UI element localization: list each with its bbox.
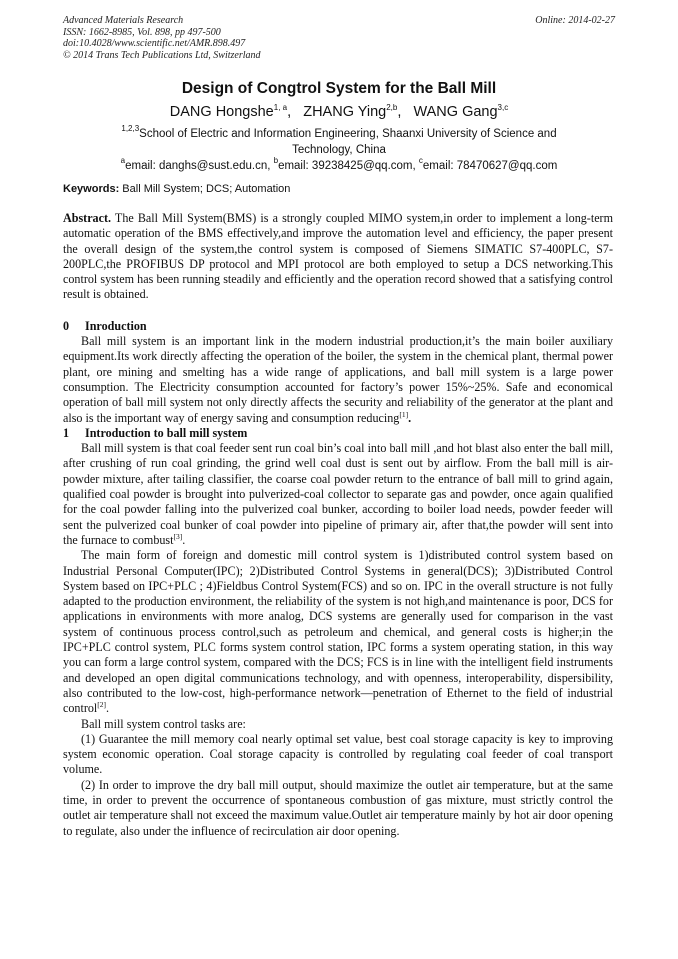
doi[interactable]: doi:10.4028/www.scientific.net/AMR.898.497 bbox=[63, 38, 246, 49]
abstract-text: The Ball Mill System(BMS) is a strongly coupled MIMO system,in order to implement a long-term automatic operation of the BMS effectively,and improve the automation level and efficiency, the paper present the overall design of the system,the control system is composed of Siemens SIMATIC S7-400PLC, S7-200PLC,the PROFIBUS DP protocol and MPI protocol are both employed to setup a DCS networking.This control system has been running steadily and efficiently and the operation record showed that a satisfying control result is obtained. bbox=[63, 211, 613, 302]
abstract bbox=[63, 211, 613, 303]
copyright: © 2014 Trans Tech Publications Ltd, Switzerland bbox=[63, 49, 261, 61]
abstract-label: Abstract. bbox=[63, 211, 112, 225]
section-heading bbox=[63, 426, 613, 441]
paragraph-end: . bbox=[408, 410, 412, 425]
online-date: Online: 2014-02-27 bbox=[535, 15, 615, 26]
paragraph-end: . bbox=[106, 701, 110, 716]
email-mark: b bbox=[273, 156, 279, 165]
author-name: DANG Hongshe bbox=[169, 104, 274, 120]
paper-body bbox=[63, 211, 613, 839]
keywords bbox=[63, 183, 623, 195]
paragraph-text: Ball mill system is that coal feeder sent run coal bin’s coal into ball mill ,and hot blast also enter the ball mill, after crushing of run coal grinding, the grind well coal dust is sent out by airflow. From the ball mill is air-powder mixture, after tailing classifier, the coarse coal powder return to the entrance of ball mill to grind again, qualified coal powder is brought into pulverized-coal collector to separate gas and powder, once again qualified for the coal powder falling into the pulverized coal bunker, according to boiler load needs, powder feeder will sent the pulverized coal bunker of coal powder into pipeline of primary air, after that,the powder will sent into the furnace to combust bbox=[63, 441, 613, 547]
paper-title: Design of Congtrol System for the Ball Mill bbox=[181, 80, 497, 97]
author-separator: , bbox=[397, 104, 410, 120]
author-affil-mark: 2,b bbox=[386, 103, 398, 112]
author-name: ZHANG Ying bbox=[303, 104, 387, 120]
affil-line: Technology, China bbox=[292, 144, 386, 156]
citation[interactable]: [1] bbox=[399, 409, 409, 419]
paragraph-text: The main form of foreign and domestic mill control system is 1)distributed control system based on Industrial Personal Computer(IPC); 2)Distributed Control Systems in general(DCS); 3)Distributed Control System based on IPC+PLC ; 4)Fieldbus Control System(FCS) and so on. IPC in the overall structure is not fully adapted to the production environment, the reliability of the system is not high,and maintenance is poor, DCS for applications in environments with more analog, DCS systems are generally used for comparison in the vast system of continuous process control,such as petroleum and chemical, and general costs is higher;in the IPC+PLC control system, PLC forms system control station, IPC forms a system operating station, in this way you can form a large control system, compared with the DCS; FCS is in line with the intelligent field instruments and developed an open digital communications technology, and with openness, interoperability, dispersibility, also contributed to the low-cost, high-performance network—penetration of Ethernet to the field of industrial control bbox=[63, 548, 613, 716]
citation[interactable]: [2] bbox=[97, 700, 107, 710]
paragraph-text: Ball mill system is an important link in the modern industrial production,it’s the main boiler auxiliary equipment.Its work directly affecting the operation of the boiler, the system in the chemical plant, thermal power plant, ore mining and smelting has a wide range of applications, and ball mill system is a large power consumption. The Electricity consumption accounted for factory’s power 15%~25%. Safe and economical operation of ball mill system not only directly affects the security and reliability of the generator at the plant and also is the important way of energy saving and consumption reducing bbox=[63, 334, 613, 425]
paragraph: Ball mill system control tasks are: bbox=[81, 716, 246, 731]
email[interactable]: email: danghs@sust.edu.cn, bbox=[125, 160, 274, 172]
affil-mark: 1,2,3 bbox=[121, 124, 140, 133]
journal-header bbox=[63, 15, 615, 61]
paragraph bbox=[63, 334, 613, 426]
affil-line: School of Electric and Information Engineering, Shaanxi University of Science and bbox=[139, 128, 557, 140]
affiliation bbox=[63, 126, 615, 174]
section-title: Introduction to ball mill system bbox=[85, 425, 248, 440]
paragraph bbox=[63, 548, 613, 716]
paragraph bbox=[63, 441, 613, 548]
paragraph: (1) Guarantee the mill memory coal nearly optimal set value, best coal storage capacity is key to improving system economic operation. Coal storage capacity is controlled by regulating coal feeder of coal transport volume. bbox=[63, 731, 613, 777]
citation[interactable]: [3] bbox=[173, 531, 183, 541]
journal-name: Advanced Materials Research bbox=[63, 15, 184, 26]
section-title: Inroduction bbox=[85, 318, 147, 333]
email-mark: c bbox=[418, 156, 423, 165]
issn: ISSN: 1662-8985, Vol. 898, pp 497-500 bbox=[63, 26, 221, 38]
author-name: WANG Gang bbox=[413, 104, 498, 120]
paragraph-end: . bbox=[182, 532, 186, 547]
author-separator: , bbox=[287, 104, 300, 120]
email-mark: a bbox=[120, 156, 126, 165]
section-number: 1 bbox=[63, 425, 70, 440]
section-heading bbox=[63, 319, 613, 334]
section-number: 0 bbox=[63, 318, 70, 333]
author-list bbox=[0, 104, 678, 120]
email[interactable]: email: 78470627@qq.com bbox=[422, 160, 558, 172]
author-affil-mark: 1, a bbox=[273, 103, 288, 112]
keywords-label: Keywords: bbox=[63, 183, 120, 195]
email[interactable]: email: 39238425@qq.com, bbox=[278, 160, 419, 172]
email-line bbox=[63, 158, 615, 174]
paragraph: (2) In order to improve the dry ball mill output, should maximize the outlet air temperature, but at the same time, in order to prevent the occurrence of spontaneous combustion of gas mixture, must strictly control the outlet air temperature shall not exceed the maximum value.Outlet air temperature mainly by hot air door opening to regulate, also under the influence of recirculation air door opening. bbox=[63, 777, 613, 838]
keywords-text: Ball Mill System; DCS; Automation bbox=[119, 183, 291, 195]
author-affil-mark: 3,c bbox=[497, 103, 509, 112]
